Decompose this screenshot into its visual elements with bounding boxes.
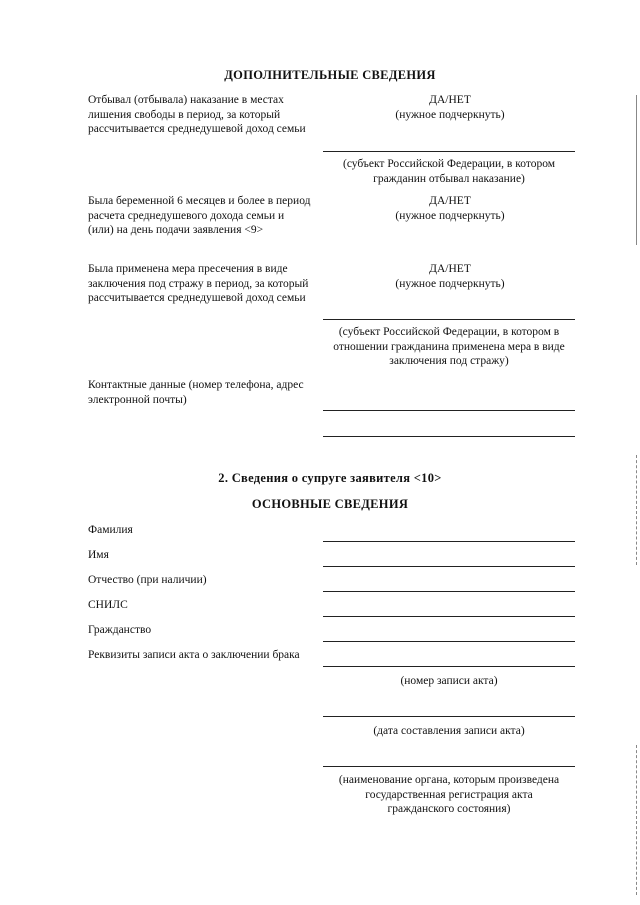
surname-line[interactable]: [323, 541, 575, 542]
contact-info-label: Контактные данные (номер телефона, адрес электронной почты): [88, 379, 304, 406]
citizenship-line[interactable]: [323, 641, 575, 642]
surname-label: Фамилия: [88, 524, 133, 536]
contact-info-line-2[interactable]: [323, 436, 575, 437]
registration-authority-caption: (наименование органа, которым произведена государственная регистрация акта гражданского состояния): [338, 774, 560, 815]
name-label: Имя: [88, 549, 109, 561]
imprisonment-region-line[interactable]: [323, 151, 575, 152]
marriage-record-line[interactable]: [323, 666, 575, 667]
additional-info-title: ДОПОЛНИТЕЛЬНЫЕ СВЕДЕНИЯ: [224, 68, 436, 82]
custody-region-caption: (субъект Российской Федерации, в котором в отношении гражданина применена мера в виде заключения под стражу): [333, 326, 565, 367]
question-custody-answer[interactable]: ДА/НЕТ (нужное подчеркнуть): [395, 263, 505, 290]
snils-line[interactable]: [323, 616, 575, 617]
spouse-main-title: ОСНОВНЫЕ СВЕДЕНИЯ: [251, 497, 409, 511]
registration-authority-line[interactable]: [323, 766, 575, 767]
snils-label: СНИЛС: [88, 599, 128, 611]
marriage-record-label: Реквизиты записи акта о заключении брака: [88, 649, 300, 661]
scan-edge-mark: [636, 745, 637, 895]
record-number-caption: (номер записи акта): [400, 675, 498, 687]
question-custody-label: Была применена мера пресечения в виде заключения под стражу в период, за который рассчитывается среднедушевой доход семьи: [88, 263, 309, 304]
question-pregnancy-answer[interactable]: ДА/НЕТ (нужное подчеркнуть): [395, 195, 505, 222]
citizenship-label: Гражданство: [88, 624, 152, 636]
imprisonment-region-caption: (субъект Российской Федерации, в котором гражданин отбывал наказание): [342, 158, 556, 185]
spouse-section-title: 2. Сведения о супруге заявителя <10>: [218, 471, 442, 485]
question-imprisonment-label: Отбывал (отбывала) наказание в местах лишения свободы в период, за который рассчитывается среднедушевой доход семьи: [88, 94, 306, 135]
scan-edge-mark: [636, 95, 637, 245]
patronymic-line[interactable]: [323, 591, 575, 592]
record-date-caption: (дата составления записи акта): [373, 725, 525, 737]
name-line[interactable]: [323, 566, 575, 567]
patronymic-label: Отчество (при наличии): [88, 574, 207, 586]
custody-region-line[interactable]: [323, 319, 575, 320]
question-imprisonment-answer[interactable]: ДА/НЕТ (нужное подчеркнуть): [395, 94, 505, 121]
contact-info-line-1[interactable]: [323, 410, 575, 411]
question-pregnancy-label: Была беременной 6 месяцев и более в период расчета среднедушевого дохода семьи и (или) на день подачи заявления <9>: [88, 195, 311, 236]
record-date-line[interactable]: [323, 716, 575, 717]
